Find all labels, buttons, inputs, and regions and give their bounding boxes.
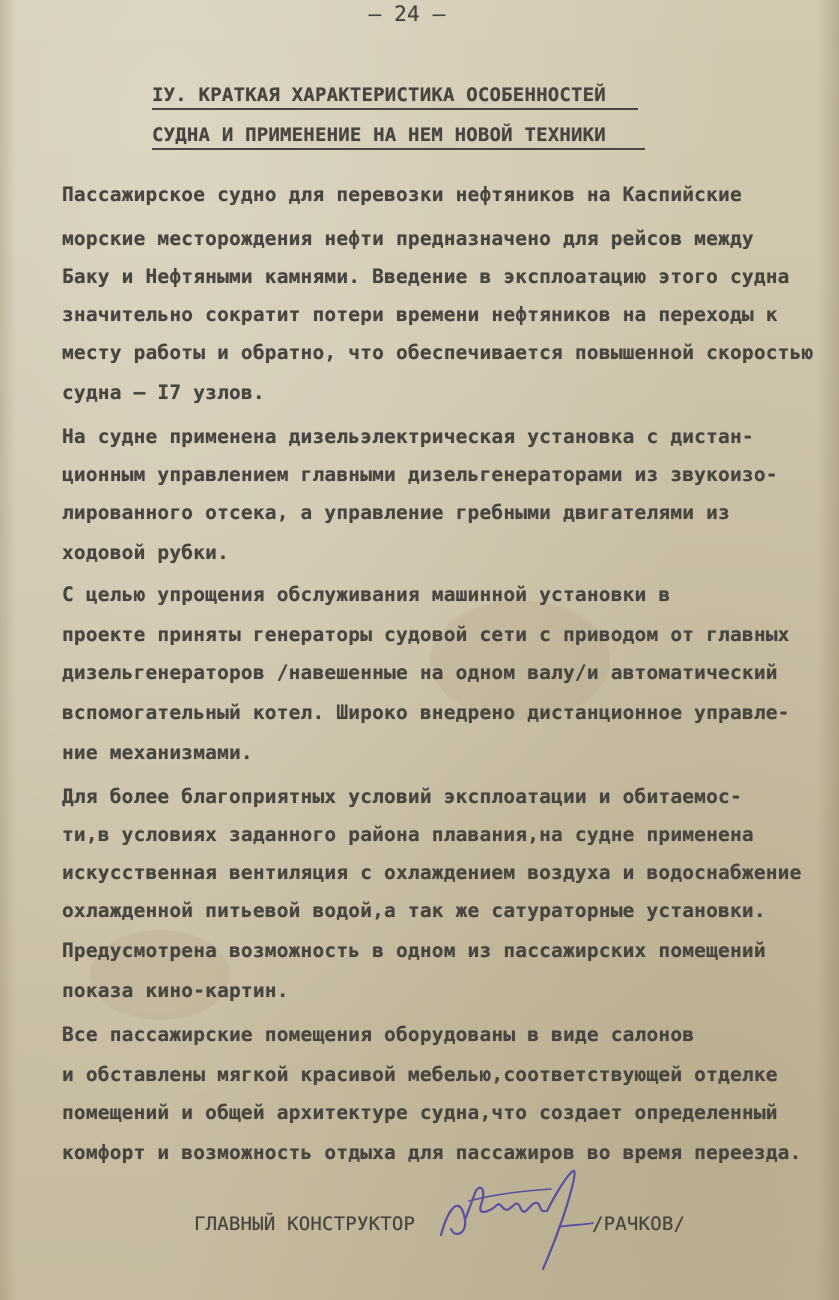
body-text-line: Для более благоприятных условий эксплоатации и обитаемос- <box>62 785 742 808</box>
page-number: – 24 – <box>368 2 446 26</box>
body-text-line: Баку и Нефтяными камнями. Введение в эксплоатацию этого судна <box>62 265 790 288</box>
body-text-line: месту работы и обратно, что обеспечивается повышенной скоростью <box>62 341 814 364</box>
body-text-line: судна – I7 узлов. <box>62 381 265 404</box>
body-text-line: Пассажирское судно для перевозки нефтяников на Каспийские <box>62 183 742 206</box>
body-text-line: С целью упрощения обслуживания машинной установки в <box>62 583 671 606</box>
body-text-line: значительно сократит потери времени нефтяников на переходы к <box>62 303 778 326</box>
body-text-line: морские месторождения нефти предназначено для рейсов между <box>62 227 754 250</box>
handwritten-signature <box>431 1165 601 1275</box>
body-text-line: Все пассажирские помещения оборудованы в виде салонов <box>62 1023 695 1046</box>
body-text-line: ние механизмами. <box>62 741 253 764</box>
body-text-line: комфорт и возможность отдыха для пассажиров во время переезда. <box>62 1141 802 1164</box>
body-text-line: ти,в условиях заданного района плавания,на судне применена <box>62 823 754 846</box>
body-text-line: искусственная вентиляция с охлаждением воздуха и водоснабжение <box>62 861 802 884</box>
body-text-line: показа кино-картин. <box>62 979 289 1002</box>
signature-block <box>194 1213 754 1273</box>
body-text-line: ционным управлением главными дизельгенераторами из звукоизо- <box>62 463 778 486</box>
body-text-line: и обставлены мягкой красивой мебелью,соответствующей отделке <box>62 1063 778 1086</box>
section-heading-line-2: СУДНА И ПРИМЕНЕНИЕ НА НЕМ НОВОЙ ТЕХНИКИ <box>152 124 645 150</box>
body-text-line: дизельгенераторов /навешенные на одном валу/и автоматический <box>62 661 778 684</box>
body-text-line: ходовой рубки. <box>62 541 230 564</box>
body-text-line: Предусмотрена возможность в одном из пассажирских помещений <box>62 939 766 962</box>
signatory-title: ГЛАВНЫЙ КОНСТРУКТОР <box>194 1213 416 1235</box>
body-text-line: помещений и общей архитектуре судна,что создает определенный <box>62 1101 778 1124</box>
body-text-line: На судне применена дизельэлектрическая установка с дистан- <box>62 425 754 448</box>
body-text-line: охлажденной питьевой водой,а так же сатураторные установки. <box>62 899 766 922</box>
body-text-line: вспомогательный котел. Широко внедрено дистанционное управле- <box>62 701 790 724</box>
signatory-name: /РАЧКОВ/ <box>592 1213 686 1235</box>
body-text-line: лированного отсека, а управление гребными двигателями из <box>62 501 730 524</box>
page-shadow-left <box>0 0 16 1300</box>
section-heading-line-1: IУ. КРАТКАЯ ХАРАКТЕРИСТИКА ОСОБЕННОСТЕЙ <box>152 84 638 110</box>
body-text-line: проекте приняты генераторы судовой сети с приводом от главных <box>62 623 790 646</box>
